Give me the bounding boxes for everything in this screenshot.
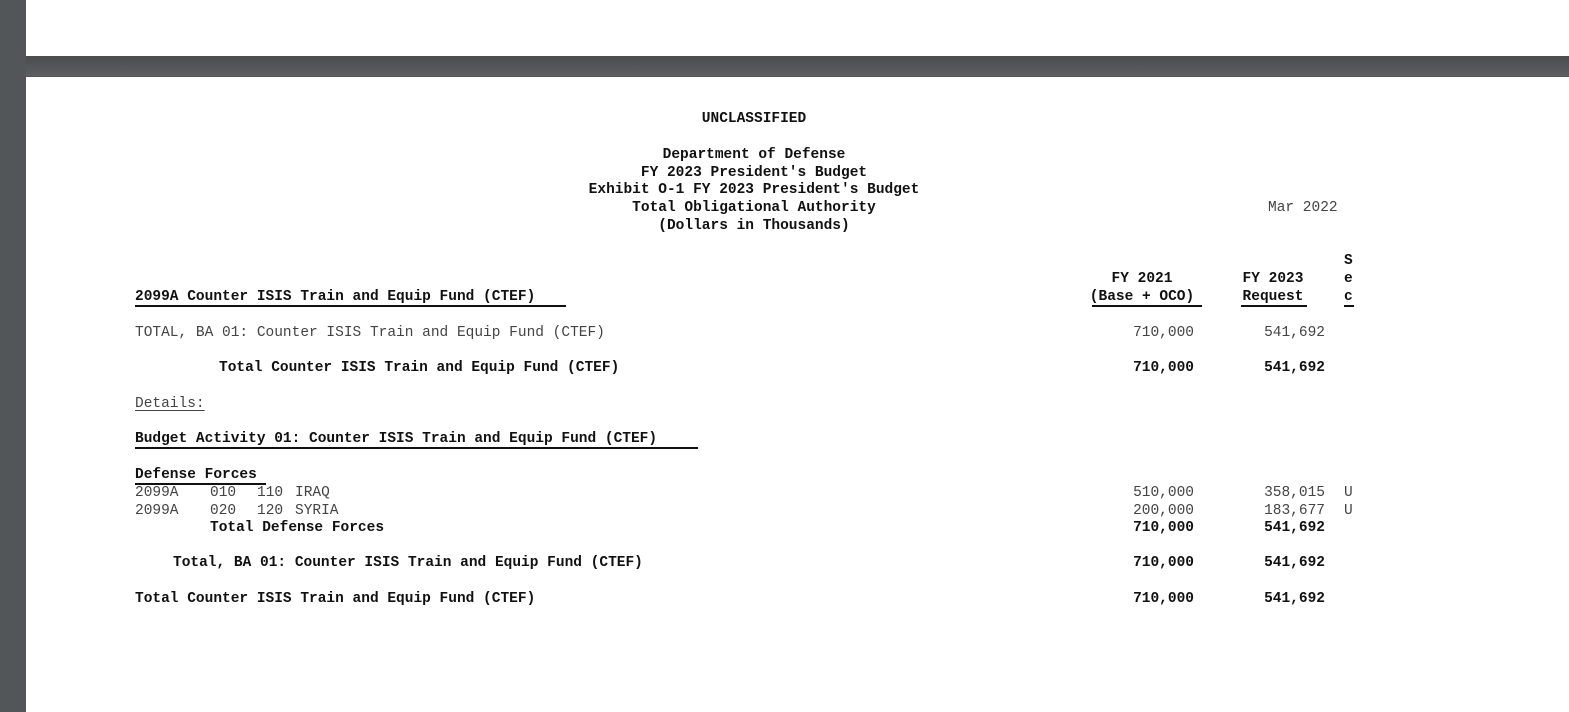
ba-total-fy2021: 710,000: [1133, 555, 1194, 571]
row-1-account: 2099A: [135, 485, 179, 501]
row-2-code2: 120: [257, 503, 284, 519]
title-line-3: Exhibit O-1 FY 2023 President's Budget: [588, 182, 920, 198]
summary-total-ctef-fy2021: 710,000: [1133, 360, 1194, 376]
summary-total-ba-label: TOTAL, BA 01: Counter ISIS Train and Equip Fund (CTEF): [135, 325, 605, 341]
col-fy2021-line1: FY 2021: [1111, 271, 1173, 287]
summary-total-ctef-label: Total Counter ISIS Train and Equip Fund (CTEF): [219, 360, 620, 376]
grand-total-fy2023: 541,692: [1264, 591, 1325, 607]
title-line-1: Department of Defense: [662, 147, 846, 163]
report-date: Mar 2022: [1268, 200, 1338, 216]
title-line-2: FY 2023 President's Budget: [640, 165, 868, 181]
row-1-code2: 110: [257, 485, 284, 501]
col-fy2021-underline: [1092, 305, 1202, 307]
previous-page: [26, 0, 1569, 56]
col-fy2021-line2: (Base + OCO): [1089, 289, 1195, 305]
grand-total-label: Total Counter ISIS Train and Equip Fund (CTEF): [135, 591, 536, 607]
row-1-fy2021: 510,000: [1133, 485, 1194, 501]
details-label: Details:: [135, 396, 205, 412]
col-sec-char-3: c: [1344, 289, 1353, 305]
group-total-fy2021: 710,000: [1133, 520, 1194, 536]
row-1-fy2023: 358,015: [1264, 485, 1325, 501]
budget-activity-underline: [135, 447, 698, 449]
col-fy2023-underline: [1241, 305, 1307, 307]
summary-total-ctef-fy2023: 541,692: [1264, 360, 1325, 376]
row-1-name: IRAQ: [295, 485, 330, 501]
classification-label: UNCLASSIFIED: [701, 111, 807, 127]
page-gap: [26, 56, 1569, 76]
row-2-fy2023: 183,677: [1264, 503, 1325, 519]
account-title: 2099A Counter ISIS Train and Equip Fund (CTEF): [135, 289, 536, 305]
summary-total-ba-fy2023: 541,692: [1264, 325, 1325, 341]
row-2-code1: 020: [210, 503, 237, 519]
grand-total-fy2021: 710,000: [1133, 591, 1194, 607]
col-sec-char-2: e: [1344, 271, 1353, 287]
col-sec-char-1: S: [1344, 253, 1353, 269]
col-sec-underline: [1344, 305, 1354, 307]
group-title: Defense Forces: [135, 467, 257, 483]
row-2-name: SYRIA: [295, 503, 339, 519]
group-total-fy2023: 541,692: [1264, 520, 1325, 536]
title-line-5: (Dollars in Thousands): [658, 218, 850, 234]
col-fy2023-line2: Request: [1242, 289, 1304, 305]
row-2-fy2021: 200,000: [1133, 503, 1194, 519]
group-total-label: Total Defense Forces: [210, 520, 385, 536]
row-2-account: 2099A: [135, 503, 179, 519]
row-1-sec: U: [1344, 485, 1353, 501]
title-line-4: Total Obligational Authority: [632, 200, 876, 216]
ba-total-label: Total, BA 01: Counter ISIS Train and Equip Fund (CTEF): [173, 555, 643, 571]
summary-total-ba-fy2021: 710,000: [1133, 325, 1194, 341]
budget-activity-title: Budget Activity 01: Counter ISIS Train and Equip Fund (CTEF): [135, 431, 658, 447]
row-1-code1: 010: [210, 485, 237, 501]
account-title-underline: [135, 305, 566, 307]
row-2-sec: U: [1344, 503, 1353, 519]
document-page: [26, 77, 1569, 712]
ba-total-fy2023: 541,692: [1264, 555, 1325, 571]
col-fy2023-line1: FY 2023: [1242, 271, 1304, 287]
